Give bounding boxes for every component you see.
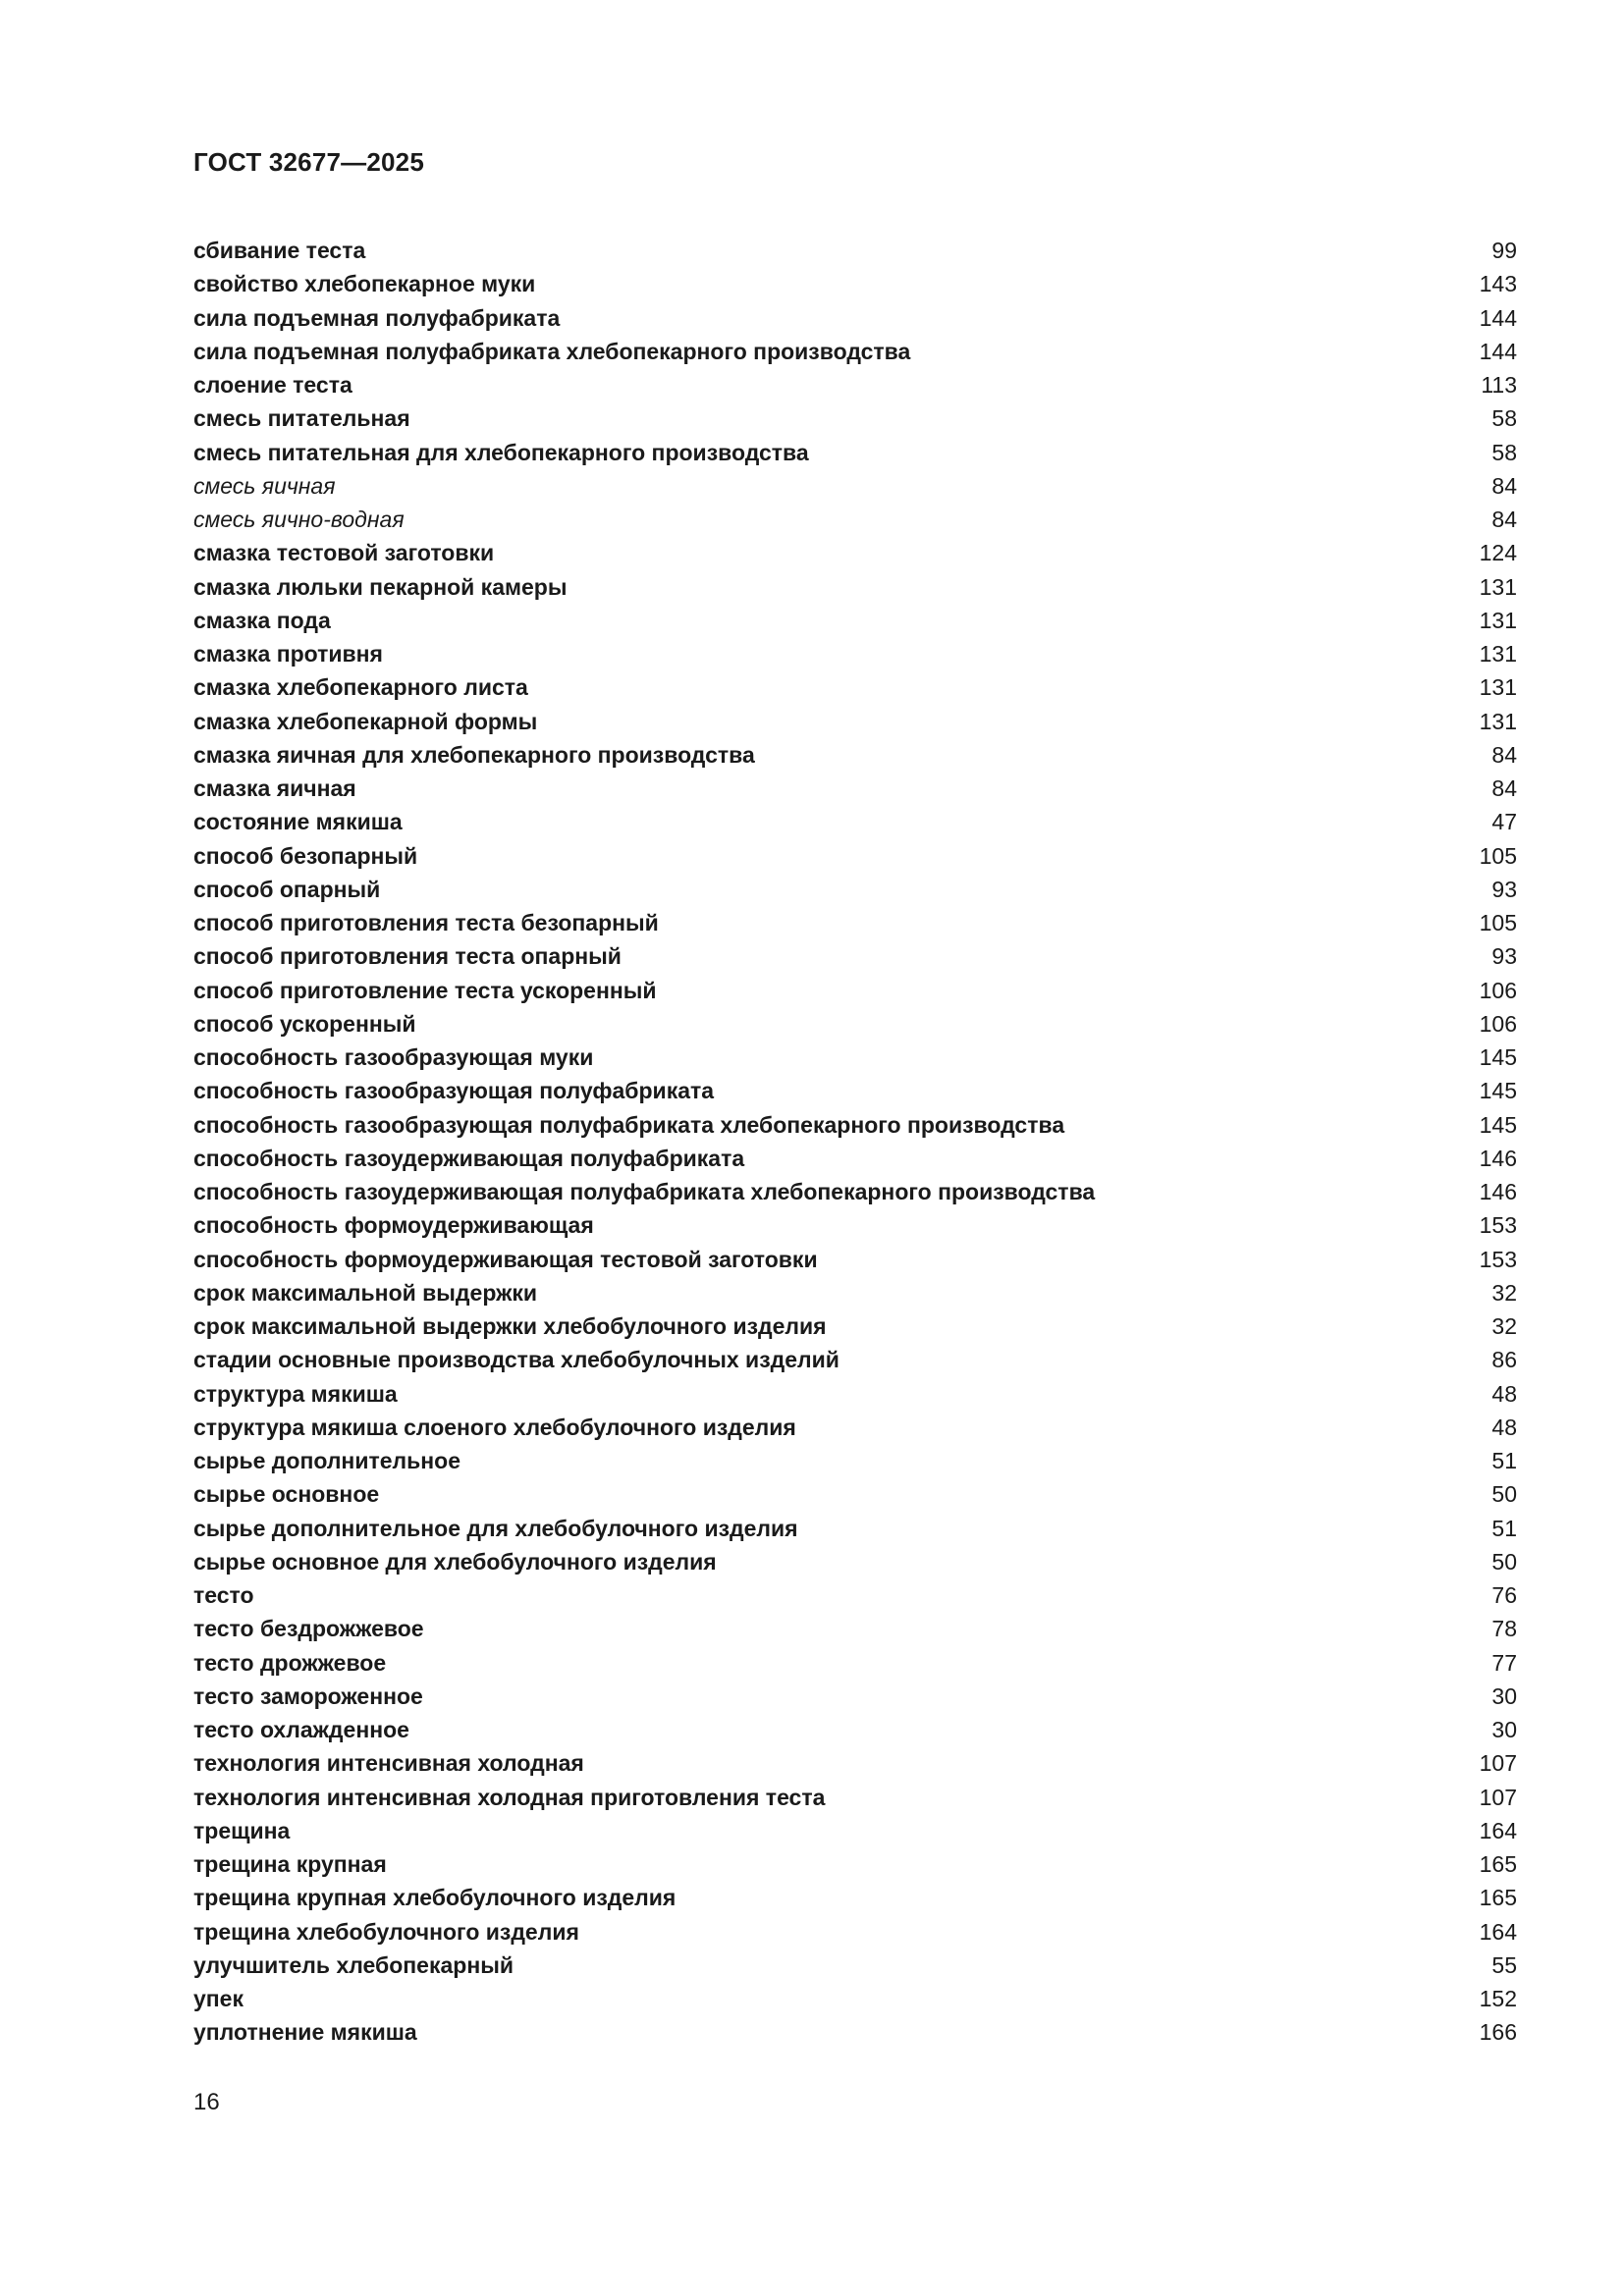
index-term: способность газоудерживающая полуфабриката: [193, 1145, 745, 1171]
index-term: тесто бездрожжевое: [193, 1616, 424, 1642]
index-entry: [193, 1847, 1517, 1881]
index-term: способ приготовления теста безопарный: [193, 910, 659, 935]
index-entry: [193, 805, 1517, 838]
index-entry: [193, 1578, 1517, 1612]
index-page-ref: 164: [1479, 1817, 1517, 1843]
index-entry: [193, 705, 1517, 738]
index-term: срок максимальной выдержки хлебобулочного изделия: [193, 1313, 827, 1339]
index-entry: [193, 1108, 1517, 1142]
index-page-ref: 50: [1491, 1548, 1517, 1575]
index-term: способ опарный: [193, 876, 381, 902]
index-entry: [193, 873, 1517, 906]
index-page-ref: 51: [1491, 1515, 1517, 1541]
index-page-ref: 143: [1479, 271, 1517, 297]
index-page-ref: 124: [1479, 540, 1517, 566]
index-entry: [193, 1881, 1517, 1914]
index-term: стадии основные производства хлебобулочных изделий: [193, 1347, 839, 1373]
index-term: срок максимальной выдержки: [193, 1279, 538, 1306]
index-page-ref: 93: [1491, 876, 1517, 902]
index-entry: [193, 1477, 1517, 1511]
index-entry: [193, 939, 1517, 973]
index-term: тесто охлажденное: [193, 1717, 409, 1742]
index-term: трещина крупная хлебобулочного изделия: [193, 1885, 677, 1911]
index-entry: [193, 1074, 1517, 1107]
index-page-ref: 32: [1491, 1313, 1517, 1339]
index-page-ref: 105: [1479, 842, 1517, 869]
index-page-ref: 131: [1479, 674, 1517, 701]
index-term: сырье основное для хлебобулочного изделия: [193, 1548, 717, 1575]
index-page-ref: 152: [1479, 1986, 1517, 2011]
index-page-ref: 131: [1479, 607, 1517, 633]
index-page-ref: 76: [1491, 1582, 1517, 1608]
index-term: структура мякиша слоеного хлебобулочного изделия: [193, 1414, 796, 1440]
index-term: смесь яичная: [193, 472, 336, 499]
index-entry: [193, 974, 1517, 1007]
index-page-ref: 145: [1479, 1078, 1517, 1104]
index-entry: [193, 368, 1517, 401]
index-page-ref: 145: [1479, 1111, 1517, 1138]
index-page-ref: 146: [1479, 1145, 1517, 1171]
index-page-ref: 84: [1491, 741, 1517, 768]
index-page-ref: 93: [1491, 943, 1517, 970]
index-term: способность газообразующая полуфабриката: [193, 1078, 715, 1104]
index-entry: [193, 503, 1517, 536]
index-term: способность формоудерживающая тестовой заготовки: [193, 1246, 818, 1272]
index-entry: [193, 469, 1517, 503]
index-term: смесь питательная для хлебопекарного производства: [193, 439, 809, 465]
index-page-ref: 153: [1479, 1212, 1517, 1239]
index-page-ref: 153: [1479, 1246, 1517, 1272]
index-page-ref: 86: [1491, 1347, 1517, 1373]
index-term: тесто дрожжевое: [193, 1649, 387, 1676]
index-term: сила подъемная полуфабриката: [193, 304, 561, 331]
index-entry: [193, 1612, 1517, 1645]
index-term: способ безопарный: [193, 842, 418, 869]
index-page-ref: 113: [1481, 372, 1517, 398]
index-page-ref: 30: [1491, 1717, 1517, 1742]
index-page-ref: 131: [1479, 641, 1517, 667]
index-page-ref: 99: [1491, 238, 1517, 263]
index-entry: [193, 401, 1517, 435]
index-page-ref: 144: [1479, 304, 1517, 331]
index-entry: [193, 1746, 1517, 1780]
index-entry: [193, 436, 1517, 469]
document-header: ГОСТ 32677—2025: [193, 147, 424, 177]
index-term: смазка люльки пекарной камеры: [193, 573, 568, 600]
index-entry: [193, 1713, 1517, 1746]
index-page-ref: 48: [1491, 1414, 1517, 1440]
index-entry: [193, 1444, 1517, 1477]
index-term: смазка хлебопекарной формы: [193, 708, 538, 734]
index-term: смазка яичная: [193, 775, 356, 801]
index-page-ref: 58: [1491, 439, 1517, 465]
index-term: технология интенсивная холодная: [193, 1750, 584, 1777]
index-term: способность формоудерживающая: [193, 1212, 594, 1239]
index-entry: [193, 1545, 1517, 1578]
index-page-ref: 106: [1479, 977, 1517, 1003]
index-term: смесь питательная: [193, 405, 410, 432]
index-entry: [193, 1949, 1517, 1982]
index-page-ref: 146: [1479, 1179, 1517, 1204]
index-entry: [193, 1309, 1517, 1343]
index-page-ref: 166: [1479, 2019, 1517, 2046]
index-term: трещина хлебобулочного изделия: [193, 1918, 579, 1945]
index-term: смазка хлебопекарного листа: [193, 674, 528, 701]
index-entry: [193, 1814, 1517, 1847]
index-entry: [193, 738, 1517, 772]
index-term: слоение теста: [193, 372, 352, 398]
index-entry: [193, 1781, 1517, 1814]
index-page-ref: 145: [1479, 1044, 1517, 1070]
index-entry: [193, 234, 1517, 267]
index-page-ref: 144: [1479, 338, 1517, 364]
index-entry: [193, 301, 1517, 335]
index-page-ref: 55: [1491, 1951, 1517, 1978]
index-entry: [193, 1646, 1517, 1680]
index-term: способ приготовление теста ускоренный: [193, 977, 657, 1003]
index-entry: [193, 536, 1517, 569]
index-entry: [193, 1175, 1517, 1208]
index-page-ref: 84: [1491, 472, 1517, 499]
index-page-ref: 105: [1479, 910, 1517, 935]
index-entry: [193, 1982, 1517, 2015]
index-entry: [193, 670, 1517, 704]
index-term: способность газообразующая муки: [193, 1044, 594, 1070]
index-entry: [193, 1276, 1517, 1309]
index-entry: [193, 637, 1517, 670]
index-entry: [193, 1512, 1517, 1545]
index-term: сырье дополнительное для хлебобулочного изделия: [193, 1515, 798, 1541]
index-term: трещина крупная: [193, 1851, 387, 1877]
index-term: способ приготовления теста опарный: [193, 943, 622, 970]
index-page-ref: 77: [1491, 1649, 1517, 1676]
index-entry: [193, 1208, 1517, 1242]
index-term: свойство хлебопекарное муки: [193, 271, 536, 297]
index-page-ref: 165: [1479, 1851, 1517, 1877]
index-term: способность газообразующая полуфабриката хлебопекарного производства: [193, 1111, 1065, 1138]
index-page-ref: 107: [1479, 1784, 1517, 1810]
index-entry: [193, 1041, 1517, 1074]
index-page-ref: 51: [1491, 1448, 1517, 1473]
index-entry: [193, 1411, 1517, 1444]
index-term: структура мякиша: [193, 1380, 398, 1407]
index-entry: [193, 267, 1517, 300]
index-term: уплотнение мякиша: [193, 2019, 417, 2046]
index-term: сырье основное: [193, 1481, 380, 1508]
index-page-ref: 32: [1491, 1279, 1517, 1306]
index-entry: [193, 1377, 1517, 1411]
index-entry: [193, 1007, 1517, 1041]
index-entry: [193, 772, 1517, 805]
index-page-ref: 165: [1479, 1885, 1517, 1911]
index-page-ref: 50: [1491, 1481, 1517, 1508]
index-term: состояние мякиша: [193, 809, 403, 835]
index-entry: [193, 1680, 1517, 1713]
index-term: упек: [193, 1986, 244, 2011]
index-term: смазка яичная для хлебопекарного производства: [193, 741, 755, 768]
index-term: сила подъемная полуфабриката хлебопекарного производства: [193, 338, 911, 364]
index-page-ref: 47: [1491, 809, 1517, 835]
index-page-ref: 107: [1479, 1750, 1517, 1777]
index-entry: [193, 335, 1517, 368]
index-entry: [193, 1243, 1517, 1276]
page-number: 16: [193, 2089, 220, 2115]
index-page-ref: 131: [1479, 708, 1517, 734]
index-term: смазка тестовой заготовки: [193, 540, 495, 566]
index-term: тесто замороженное: [193, 1682, 423, 1709]
index-term: смесь яично-водная: [193, 507, 405, 532]
index-entry: [193, 1142, 1517, 1175]
index-page-ref: 48: [1491, 1380, 1517, 1407]
index-entry: [193, 570, 1517, 604]
alphabetical-index: [193, 234, 1517, 2050]
index-term: тесто: [193, 1582, 254, 1608]
index-page-ref: 84: [1491, 775, 1517, 801]
index-term: смазка пода: [193, 607, 331, 633]
index-term: смазка противня: [193, 641, 383, 667]
index-term: способ ускоренный: [193, 1010, 416, 1037]
index-term: способность газоудерживающая полуфабриката хлебопекарного производства: [193, 1179, 1096, 1204]
index-term: сырье дополнительное: [193, 1448, 461, 1473]
index-entry: [193, 839, 1517, 873]
index-entry: [193, 906, 1517, 939]
index-page-ref: 84: [1491, 507, 1517, 532]
index-page-ref: 164: [1479, 1918, 1517, 1945]
index-entry: [193, 1915, 1517, 1949]
index-term: улучшитель хлебопекарный: [193, 1951, 514, 1978]
index-page-ref: 78: [1491, 1616, 1517, 1642]
index-page-ref: 106: [1479, 1010, 1517, 1037]
index-term: технология интенсивная холодная приготовления теста: [193, 1784, 826, 1810]
index-page-ref: 58: [1491, 405, 1517, 432]
index-entry: [193, 1343, 1517, 1376]
index-entry: [193, 2015, 1517, 2049]
index-entry: [193, 604, 1517, 637]
index-term: трещина: [193, 1817, 291, 1843]
index-page-ref: 131: [1479, 573, 1517, 600]
index-page-ref: 30: [1491, 1682, 1517, 1709]
index-term: сбивание теста: [193, 238, 366, 263]
